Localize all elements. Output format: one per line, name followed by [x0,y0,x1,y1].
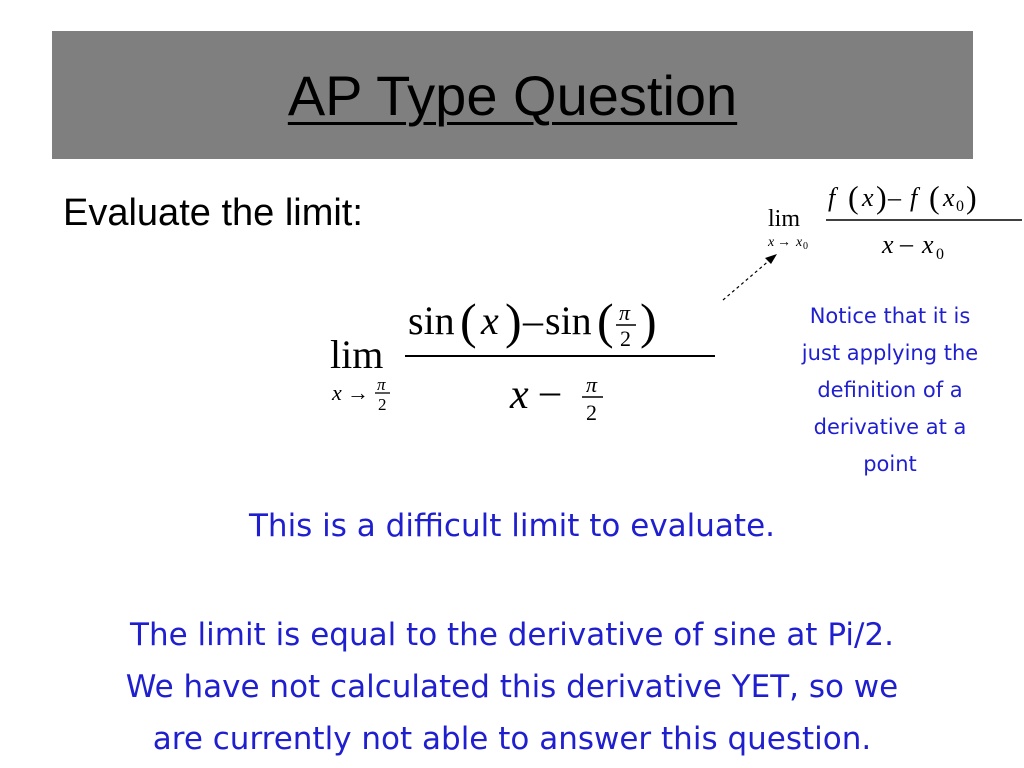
den-minus: – [540,368,560,413]
def-num-paren-close2: ) [966,179,977,215]
den-x: x [510,372,529,418]
def-den-minus: – [900,229,913,258]
num-sin1: sin [408,298,455,343]
dashed-arrow-head [765,254,777,264]
def-lim: lim [768,206,801,232]
num-paren-close2: ) [640,293,657,349]
num-paren-close1: ) [505,293,522,349]
dashed-arrow [715,245,785,305]
statement-text: This is a difficult limit to evaluate. [248,508,776,544]
slide-title: AP Type Question [287,63,738,127]
def-num-x: x [862,183,874,212]
explanation-paragraph [0,609,1024,765]
def-sub-zero: 0 [803,241,808,252]
def-sub-x: x [768,235,775,250]
num-paren-open1: ( [460,293,477,349]
def-sub-x0: x [796,235,803,250]
def-den-x0: x [922,230,934,259]
prompt-text: Evaluate the limit: [63,192,363,234]
lim-sub-arrow: → [347,380,369,405]
note-text [775,298,1005,483]
def-sub-arrow: → [777,235,791,250]
derivative-definition [760,170,1024,270]
note-line: definition of a [817,378,963,402]
def-den-x: x [882,230,894,259]
num-x: x [481,298,499,343]
def-num-f2: f [910,183,918,212]
paragraph-line: We have not calculated this derivative YET, so we [125,669,899,705]
num-two: 2 [620,326,631,351]
lim-text: lim [330,332,384,377]
note-line: just applying the [801,341,979,365]
def-num-paren-open2: ( [929,179,940,215]
lim-sub-var: x [332,380,342,405]
num-paren-open2: ( [597,293,614,349]
def-num-x0: x [943,183,955,212]
paragraph-line: are currently not able to answer this question. [152,721,872,757]
title-bar [52,31,973,159]
definition-svg [760,170,1024,270]
note-line: point [863,452,917,476]
den-two: 2 [586,400,597,425]
note-line: Notice that it is [809,304,971,328]
def-den-zero: 0 [936,246,944,263]
num-minus: – [523,298,543,343]
def-num-minus: – [888,183,901,212]
den-pi: π [586,372,598,397]
def-num-f1: f [828,183,836,212]
def-num-paren-close1: ) [876,179,887,215]
def-num-paren-open1: ( [848,179,859,215]
lim-sub-two: 2 [378,395,387,414]
num-sin2: sin [545,298,592,343]
main-limit-svg [320,280,730,440]
note-line: derivative at a [813,415,967,439]
def-num-zero: 0 [956,198,964,215]
num-pi: π [619,300,631,325]
lim-sub-pi: π [377,375,386,394]
dashed-arrow-line [723,259,771,300]
main-limit-expression [320,280,730,440]
paragraph-line: The limit is equal to the derivative of sine at Pi/2. [130,617,894,653]
